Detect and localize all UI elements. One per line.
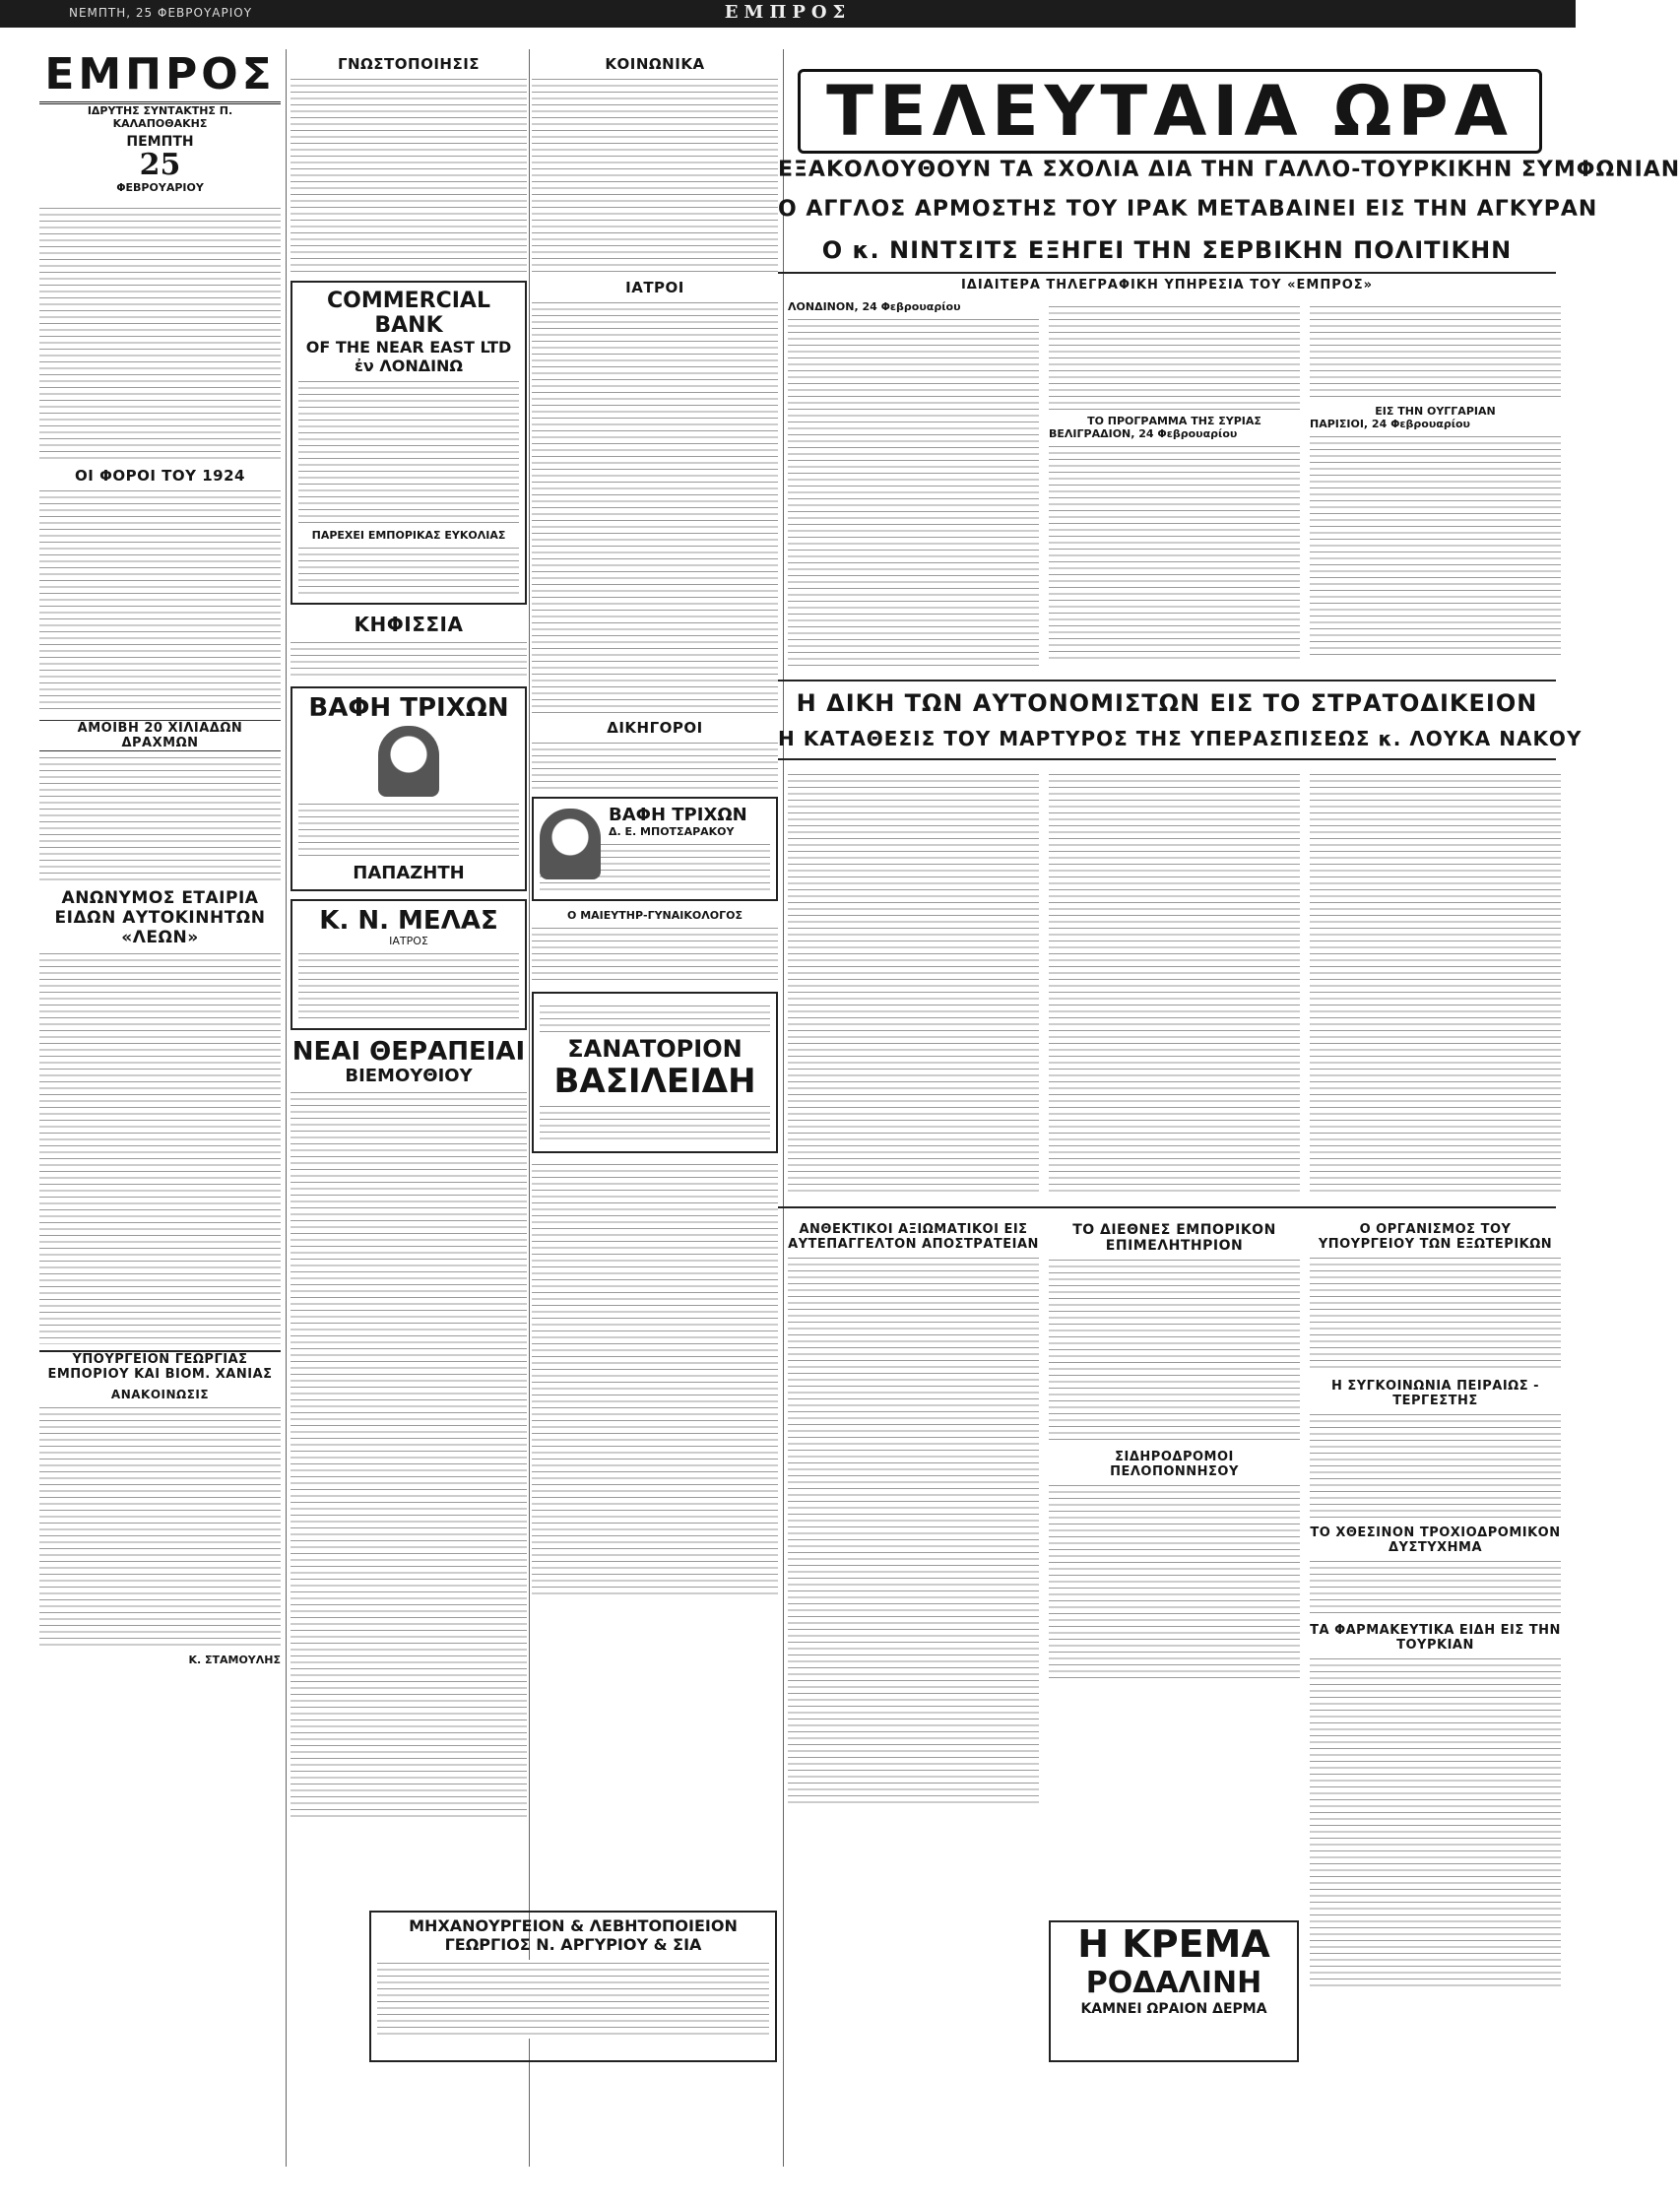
cream-advertisement xyxy=(1049,1920,1299,2062)
ad-title: Η ΚΡΕΜΑ xyxy=(1077,1922,1270,1966)
woman-portrait-icon xyxy=(378,726,439,797)
ad-text xyxy=(540,1103,770,1142)
trial-col-b xyxy=(1049,768,1300,1198)
article-heading: ΑΜΟΙΒΗ 20 ΧΙΛΙΑΔΩΝ ΔΡΑΧΜΩΝ xyxy=(39,720,281,751)
bank-name: COMMERCIAL BANK xyxy=(327,289,490,338)
article-text xyxy=(291,1089,527,1818)
ad-owner: ΓΕΩΡΓΙΟΣ Ν. ΑΡΓΥΡΙΟΥ & ΣΙΑ xyxy=(444,1935,702,1954)
sanatorium-name: ΒΑΣΙΛΕΙΔΗ xyxy=(553,1062,756,1101)
article-text xyxy=(532,740,778,789)
headline-service: ΙΔΙΑΙΤΕΡΑ ΤΗΛΕΓΡΑΦΙΚΗ ΥΠΗΡΕΣΙΑ ΤΟΥ «ΕΜΠΡΟΣ» xyxy=(960,278,1374,292)
signature: Κ. ΣΤΑΜΟΥΛΗΣ xyxy=(188,1654,281,1666)
weekday: ΠΕΜΠΤΗ xyxy=(126,134,194,150)
article-text xyxy=(532,1161,778,1594)
divider xyxy=(778,758,1556,760)
article-text xyxy=(39,487,281,714)
article-text xyxy=(1310,1255,1561,1373)
lower-col-b xyxy=(1049,1216,1300,1682)
masthead-title: ΕΜΠΡΟΣ xyxy=(724,2,852,23)
bank-city: ἐν ΛΟΝΔΙΝΩ xyxy=(354,357,464,375)
ad-heading: ΝΕΑΙ ΘΕΡΑΠΕΙΑΙ xyxy=(291,1037,526,1067)
masthead-date: ΝΕΜΠΤΗ, 25 ΦΕΒΡΟΥΑΡΙΟΥ xyxy=(69,6,253,20)
dateline: ΠΑΡΙΣΙΟΙ, 24 Φεβρουαρίου xyxy=(1310,418,1470,430)
bank-name-2: OF THE NEAR EAST LTD xyxy=(305,338,512,357)
doctor-name: Κ. Ν. ΜΕΛΑΣ xyxy=(319,906,498,936)
article-text xyxy=(1310,303,1561,402)
divider xyxy=(778,272,1556,274)
column-1 xyxy=(39,49,281,1666)
divider xyxy=(778,680,1556,681)
article-text xyxy=(1310,1558,1561,1617)
article-text xyxy=(532,76,778,273)
ad-heading: Ο ΜΑΙΕΥΤΗΡ-ΓΥΝΑΙΚΟΛΟΓΟΣ xyxy=(567,909,743,922)
subheading: ΕΙΣ ΤΗΝ ΟΥΓΓΑΡΙΑΝ xyxy=(1375,405,1496,418)
right-col-c xyxy=(1310,300,1561,663)
sanatorium-title: ΣΑΝΑΤΟΡΙΟΝ xyxy=(567,1035,743,1063)
headline-1: ΕΞΑΚΟΛΟΥΘΟΥΝ ΤΑ ΣΧΟΛΙΑ ΔΙΑ ΤΗΝ ΓΑΛΛΟ-ΤΟΥΡΚΙΚΗΝ ΣΥΜΦΩΝΙΑΝ xyxy=(778,158,1680,182)
column-rule xyxy=(529,49,530,2167)
bank-advertisement xyxy=(291,281,527,605)
month: ΦΕΒΡΟΥΑΡΙΟΥ xyxy=(116,181,204,194)
article-text xyxy=(1049,1482,1300,1679)
article-heading: Η ΣΥΓΚΟΙΝΩΝΙΑ ΠΕΙΡΑΙΩΣ - ΤΕΡΓΕΣΤΗΣ xyxy=(1330,1379,1540,1408)
right-col-b xyxy=(1049,300,1300,663)
ad-title: ΒΑΦΗ ΤΡΙΧΩΝ xyxy=(308,693,509,723)
last-hour-banner xyxy=(798,69,1542,154)
article-heading: Ο ΟΡΓΑΝΙΣΜΟΣ ΤΟΥ ΥΠΟΥΡΓΕΙΟΥ ΤΩΝ ΕΞΩΤΕΡΙΚΩΝ xyxy=(1318,1222,1553,1252)
bank-slogan: ΠΑΡΕΧΕΙ ΕΜΠΟΡΙΚΑΣ ΕΥΚΟΛΙΑΣ xyxy=(311,529,506,542)
column-2 xyxy=(291,49,527,1821)
right-col-a xyxy=(788,300,1039,674)
article-text xyxy=(39,754,281,882)
trial-col-c xyxy=(1310,768,1561,1198)
article-text xyxy=(788,1255,1039,1806)
headline-3: Ο κ. ΝΙΝΤΣΙΤΣ ΕΞΗΓΕΙ ΤΗΝ ΣΕΡΒΙΚΗΝ ΠΟΛΙΤΙΚΗΝ xyxy=(821,236,1513,264)
newspaper-logo: ΕΜΠΡΟΣ xyxy=(39,49,281,104)
article-text xyxy=(1310,1655,1561,1990)
article-heading: ΚΗΦΙΣΣΙΑ xyxy=(354,613,464,636)
article-heading: ΣΙΔΗΡΟΔΡΟΜΟΙ ΠΕΛΟΠΟΝΝΗΣΟΥ xyxy=(1110,1450,1239,1479)
lower-col-a xyxy=(788,1216,1039,1809)
ad-text xyxy=(298,378,519,526)
article-heading: ΔΙΚΗΓΟΡΟΙ xyxy=(607,719,703,737)
headline-testimony: Η ΚΑΤΑΘΕΣΙΣ ΤΟΥ ΜΑΡΤΥΡΟΣ ΤΗΣ ΥΠΕΡΑΣΠΙΣΕΩΣ κ. ΛΟΥΚΑ ΝΑΚΟΥ xyxy=(778,727,1583,750)
article-text xyxy=(1310,1411,1561,1520)
lower-col-c xyxy=(1310,1216,1561,1993)
article-text xyxy=(532,925,778,984)
column-rule xyxy=(286,49,287,2167)
machine-shop-advertisement xyxy=(369,1911,777,2062)
ad-brand: ΠΑΠΑΖΗΤΗ xyxy=(353,863,465,883)
article-text xyxy=(788,771,1039,1195)
ad-text xyxy=(540,1003,770,1032)
doctor-advertisement xyxy=(291,899,527,1030)
headline-2: Ο ΑΓΓΛΟΣ ΑΡΜΟΣΤΗΣ ΤΟΥ ΙΡΑΚ ΜΕΤΑΒΑΙΝΕΙ ΕΙΣ ΤΗΝ ΑΓΚΥΡΑΝ xyxy=(778,197,1598,222)
article-text xyxy=(1049,443,1300,660)
article-heading: ΓΝΩΣΤΟΠΟΙΗΣΙΣ xyxy=(337,55,481,73)
ad-text xyxy=(298,801,519,860)
article-heading: ΚΟΙΝΩΝΙΚΑ xyxy=(605,55,705,73)
ad-title: ΒΑΦΗ ΤΡΙΧΩΝ xyxy=(609,805,747,825)
article-text xyxy=(39,1404,281,1651)
dateline: ΛΟΝΔΙΝΟΝ, 24 Φεβρουαρίου xyxy=(788,300,961,313)
article-text xyxy=(1310,771,1561,1195)
article-text xyxy=(291,76,527,273)
ad-text xyxy=(377,1960,769,2039)
headline-trial: Η ΔΙΚΗ ΤΩΝ ΑΥΤΟΝΟΜΙΣΤΩΝ ΕΙΣ ΤΟ ΣΤΡΑΤΟΔΙΚΕΙΟΝ xyxy=(796,689,1538,717)
article-text xyxy=(1049,1257,1300,1444)
article-heading: ΑΝΑΚΟΙΝΩΣΙΣ xyxy=(110,1388,210,1401)
article-heading: ΤΑ ΦΑΡΜΑΚΕΥΤΙΚΑ ΕΙΔΗ ΕΙΣ ΤΗΝ ΤΟΥΡΚΙΑΝ xyxy=(1310,1623,1561,1653)
dateline: ΒΕΛΙΓΡΑΔΙΟΝ, 24 Φεβρουαρίου xyxy=(1049,427,1238,440)
article-text xyxy=(1049,303,1300,412)
article-text xyxy=(39,950,281,1344)
hair-dye-advertisement-2 xyxy=(532,797,778,901)
trial-col-a xyxy=(788,768,1039,1198)
article-text xyxy=(532,299,778,713)
article-heading: ΥΠΟΥΡΓΕΙΟΝ ΓΕΩΡΓΙΑΣ ΕΜΠΟΡΙΟΥ ΚΑΙ ΒΙΟΜ. ΧΑΝΙΑΣ xyxy=(39,1350,281,1382)
article-text xyxy=(1049,771,1300,1195)
article-heading: ΤΟ ΧΘΕΣΙΝΟΝ ΤΡΟΧΙΟΔΡΟΜΙΚΟΝ ΔΥΣΤΥΧΗΜΑ xyxy=(1310,1525,1561,1555)
ad-title: ΜΗΧΑΝΟΥΡΓΕΙΟΝ & ΛΕΒΗΤΟΠΟΙΕΙΟΝ xyxy=(409,1916,738,1935)
banner-text: ΤΕΛΕΥΤΑΙΑ ΩΡΑ xyxy=(826,71,1514,152)
article-heading: ΑΝΘΕΚΤΙΚΟΙ ΑΞΙΩΜΑΤΙΚΟΙ ΕΙΣ ΑΥΤΕΠΑΓΓΕΛΤΟΝ ΑΠΟΣΤΡΑΤΕΙΑΝ xyxy=(788,1222,1039,1252)
article-heading: ΙΑΤΡΟΙ xyxy=(625,279,684,296)
doctor-title: ΙΑΤΡΟΣ xyxy=(389,935,428,947)
day-number: 25 xyxy=(139,148,181,182)
divider xyxy=(778,1206,1556,1208)
article-text xyxy=(1310,433,1561,660)
ad-slogan: ΚΑΜΝΕΙ ΩΡΑΙΟΝ ΔΕΡΜΑ xyxy=(1080,2001,1267,2017)
ad-text xyxy=(298,950,519,1019)
article-text xyxy=(291,639,527,679)
founder-line: ΙΔΡΥΤΗΣ ΣΥΝΤΑΚΤΗΣ Π. ΚΑΛΑΠΟΘΑΚΗΣ xyxy=(87,104,233,130)
column-3 xyxy=(532,49,778,1597)
ad-brand: ΡΟΔΑΛΙΝΗ xyxy=(1085,1966,1262,2000)
woman-portrait-icon xyxy=(540,809,601,879)
article-heading: ΤΟ ΔΙΕΘΝΕΣ ΕΜΠΟΡΙΚΟΝ ΕΠΙΜΕΛΗΤΗΡΙΟΝ xyxy=(1072,1222,1276,1254)
article-text xyxy=(39,205,281,461)
article-heading: ΑΝΩΝΥΜΟΣ ΕΤΑΙΡΙΑ ΕΙΔΩΝ ΑΥΤΟΚΙΝΗΤΩΝ «ΛΕΩΝ» xyxy=(54,888,266,947)
article-text xyxy=(788,316,1039,671)
hair-dye-advertisement xyxy=(291,686,527,891)
ad-brand: Δ. Ε. ΜΠΟΤΣΑΡΑΚΟΥ xyxy=(609,825,735,838)
subheading: ΤΟ ΠΡΟΓΡΑΜΜΑ ΤΗΣ ΣΥΡΙΑΣ xyxy=(1087,415,1261,427)
top-masthead xyxy=(0,0,1576,28)
ad-subheading: ΒΙΕΜΟΥΘΙΟΥ xyxy=(345,1066,473,1086)
ad-text xyxy=(298,545,519,594)
column-rule xyxy=(783,49,784,2167)
sanatorium-advertisement xyxy=(532,992,778,1153)
article-heading: ΟΙ ΦΟΡΟΙ ΤΟΥ 1924 xyxy=(75,467,245,485)
